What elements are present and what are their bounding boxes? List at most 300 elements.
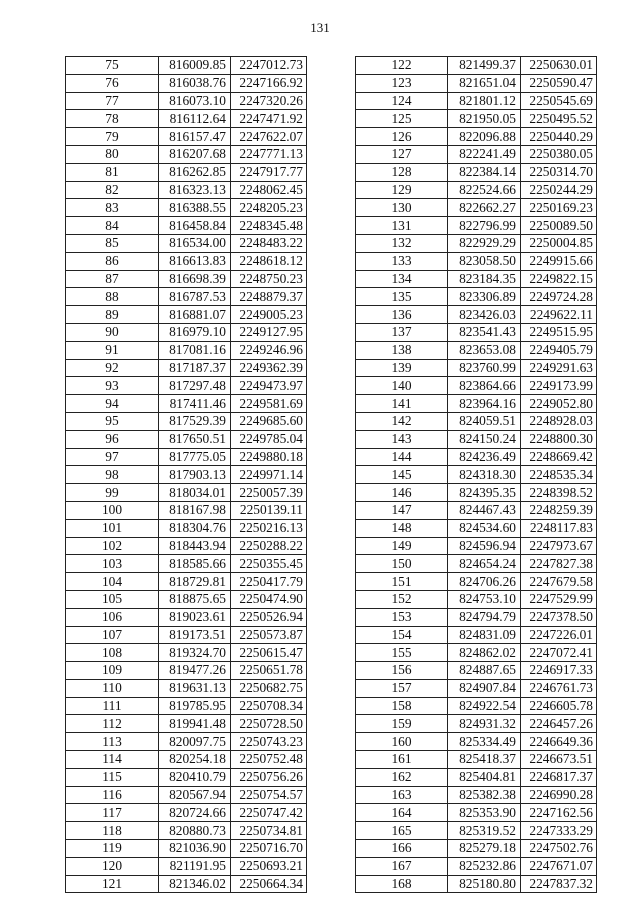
y-coordinate-cell: 2249052.80 [521, 395, 597, 413]
point-number-cell: 141 [356, 395, 448, 413]
x-coordinate-cell: 816787.53 [159, 288, 231, 306]
point-number-cell: 134 [356, 270, 448, 288]
table-row [356, 252, 597, 270]
point-number-cell: 144 [356, 448, 448, 466]
y-coordinate-cell: 2250651.78 [231, 662, 307, 680]
table-row [356, 92, 597, 110]
y-coordinate-cell: 2249915.66 [521, 252, 597, 270]
x-coordinate-cell: 821036.90 [159, 840, 231, 858]
point-number-cell: 103 [66, 555, 159, 573]
y-coordinate-cell: 2248062.45 [231, 181, 307, 199]
x-coordinate-cell: 825334.49 [448, 733, 521, 751]
point-number-cell: 75 [66, 57, 159, 75]
table-row [356, 484, 597, 502]
table-row [356, 715, 597, 733]
y-coordinate-cell: 2250004.85 [521, 234, 597, 252]
table-row [356, 626, 597, 644]
y-coordinate-cell: 2247771.13 [231, 145, 307, 163]
y-coordinate-cell: 2247471.92 [231, 110, 307, 128]
point-number-cell: 142 [356, 412, 448, 430]
x-coordinate-cell: 817081.16 [159, 341, 231, 359]
point-number-cell: 137 [356, 323, 448, 341]
y-coordinate-cell: 2250708.34 [231, 697, 307, 715]
y-coordinate-cell: 2250752.48 [231, 751, 307, 769]
y-coordinate-cell: 2246649.36 [521, 733, 597, 751]
x-coordinate-cell: 822524.66 [448, 181, 521, 199]
x-coordinate-cell: 824236.49 [448, 448, 521, 466]
point-number-cell: 157 [356, 679, 448, 697]
table-row [356, 751, 597, 769]
x-coordinate-cell: 820410.79 [159, 768, 231, 786]
x-coordinate-cell: 817529.39 [159, 412, 231, 430]
table-row [66, 644, 307, 662]
x-coordinate-cell: 821346.02 [159, 875, 231, 893]
y-coordinate-cell: 2247622.07 [231, 128, 307, 146]
x-coordinate-cell: 821801.12 [448, 92, 521, 110]
table-row [356, 768, 597, 786]
y-coordinate-cell: 2248618.12 [231, 252, 307, 270]
point-number-cell: 125 [356, 110, 448, 128]
y-coordinate-cell: 2249515.95 [521, 323, 597, 341]
x-coordinate-cell: 818443.94 [159, 537, 231, 555]
table-row [356, 697, 597, 715]
table-row [66, 733, 307, 751]
table-row [66, 110, 307, 128]
table-row [66, 662, 307, 680]
table-row [66, 804, 307, 822]
x-coordinate-cell: 824862.02 [448, 644, 521, 662]
point-number-cell: 159 [356, 715, 448, 733]
table-row [356, 590, 597, 608]
y-coordinate-cell: 2248483.22 [231, 234, 307, 252]
x-coordinate-cell: 818585.66 [159, 555, 231, 573]
x-coordinate-cell: 822241.49 [448, 145, 521, 163]
table-row [66, 199, 307, 217]
table-row [356, 573, 597, 591]
y-coordinate-cell: 2247502.76 [521, 840, 597, 858]
x-coordinate-cell: 819941.48 [159, 715, 231, 733]
y-coordinate-cell: 2248928.03 [521, 412, 597, 430]
point-number-cell: 113 [66, 733, 159, 751]
point-number-cell: 87 [66, 270, 159, 288]
x-coordinate-cell: 823864.66 [448, 377, 521, 395]
table-row [66, 768, 307, 786]
y-coordinate-cell: 2249473.97 [231, 377, 307, 395]
table-row [356, 412, 597, 430]
y-coordinate-cell: 2250474.90 [231, 590, 307, 608]
x-coordinate-cell: 825232.86 [448, 857, 521, 875]
point-number-cell: 77 [66, 92, 159, 110]
x-coordinate-cell: 823426.03 [448, 306, 521, 324]
y-coordinate-cell: 2250495.52 [521, 110, 597, 128]
x-coordinate-cell: 824794.79 [448, 608, 521, 626]
point-number-cell: 160 [356, 733, 448, 751]
table-row [66, 145, 307, 163]
x-coordinate-cell: 825180.80 [448, 875, 521, 893]
table-row [66, 679, 307, 697]
y-coordinate-cell: 2246457.26 [521, 715, 597, 733]
x-coordinate-cell: 819173.51 [159, 626, 231, 644]
point-number-cell: 93 [66, 377, 159, 395]
table-row [66, 537, 307, 555]
x-coordinate-cell: 825279.18 [448, 840, 521, 858]
table-row [66, 840, 307, 858]
point-number-cell: 155 [356, 644, 448, 662]
point-number-cell: 129 [356, 181, 448, 199]
point-number-cell: 143 [356, 430, 448, 448]
page-number: 131 [310, 20, 330, 35]
table-row [66, 57, 307, 75]
x-coordinate-cell: 818729.81 [159, 573, 231, 591]
y-coordinate-cell: 2249785.04 [231, 430, 307, 448]
table-row [66, 74, 307, 92]
table-row [66, 377, 307, 395]
point-number-cell: 140 [356, 377, 448, 395]
y-coordinate-cell: 2247837.32 [521, 875, 597, 893]
x-coordinate-cell: 820880.73 [159, 822, 231, 840]
x-coordinate-cell: 823058.50 [448, 252, 521, 270]
table-row [66, 341, 307, 359]
point-number-cell: 76 [66, 74, 159, 92]
x-coordinate-cell: 816979.10 [159, 323, 231, 341]
point-number-cell: 161 [356, 751, 448, 769]
y-coordinate-cell: 2250417.79 [231, 573, 307, 591]
table-row [356, 217, 597, 235]
x-coordinate-cell: 816157.47 [159, 128, 231, 146]
point-number-cell: 80 [66, 145, 159, 163]
y-coordinate-cell: 2250139.11 [231, 501, 307, 519]
y-coordinate-cell: 2250756.26 [231, 768, 307, 786]
point-number-cell: 90 [66, 323, 159, 341]
point-number-cell: 92 [66, 359, 159, 377]
y-coordinate-cell: 2250314.70 [521, 163, 597, 181]
y-coordinate-cell: 2246917.33 [521, 662, 597, 680]
table-row [356, 875, 597, 893]
y-coordinate-cell: 2250380.05 [521, 145, 597, 163]
point-number-cell: 100 [66, 501, 159, 519]
x-coordinate-cell: 816613.83 [159, 252, 231, 270]
y-coordinate-cell: 2250682.75 [231, 679, 307, 697]
y-coordinate-cell: 2248345.48 [231, 217, 307, 235]
point-number-cell: 96 [66, 430, 159, 448]
y-coordinate-cell: 2247226.01 [521, 626, 597, 644]
point-number-cell: 164 [356, 804, 448, 822]
x-coordinate-cell: 824753.10 [448, 590, 521, 608]
y-coordinate-cell: 2250615.47 [231, 644, 307, 662]
y-coordinate-cell: 2249362.39 [231, 359, 307, 377]
table-row [356, 234, 597, 252]
table-row [356, 804, 597, 822]
y-coordinate-cell: 2249685.60 [231, 412, 307, 430]
table-row [356, 840, 597, 858]
table-row [356, 163, 597, 181]
point-number-cell: 101 [66, 519, 159, 537]
table-row [356, 519, 597, 537]
x-coordinate-cell: 819023.61 [159, 608, 231, 626]
y-coordinate-cell: 2250169.23 [521, 199, 597, 217]
y-coordinate-cell: 2250590.47 [521, 74, 597, 92]
x-coordinate-cell: 824907.84 [448, 679, 521, 697]
point-number-cell: 98 [66, 466, 159, 484]
point-number-cell: 158 [356, 697, 448, 715]
table-row [356, 662, 597, 680]
point-number-cell: 124 [356, 92, 448, 110]
x-coordinate-cell: 825404.81 [448, 768, 521, 786]
point-number-cell: 146 [356, 484, 448, 502]
y-coordinate-cell: 2249173.99 [521, 377, 597, 395]
y-coordinate-cell: 2247529.99 [521, 590, 597, 608]
table-row [66, 501, 307, 519]
x-coordinate-cell: 820254.18 [159, 751, 231, 769]
y-coordinate-cell: 2247378.50 [521, 608, 597, 626]
table-row [356, 74, 597, 92]
point-number-cell: 79 [66, 128, 159, 146]
point-number-cell: 149 [356, 537, 448, 555]
point-number-cell: 82 [66, 181, 159, 199]
table-row [66, 217, 307, 235]
y-coordinate-cell: 2247973.67 [521, 537, 597, 555]
x-coordinate-cell: 821651.04 [448, 74, 521, 92]
table-row [356, 501, 597, 519]
x-coordinate-cell: 816698.39 [159, 270, 231, 288]
table-row [66, 555, 307, 573]
point-number-cell: 81 [66, 163, 159, 181]
y-coordinate-cell: 2246817.37 [521, 768, 597, 786]
y-coordinate-cell: 2249880.18 [231, 448, 307, 466]
x-coordinate-cell: 825353.90 [448, 804, 521, 822]
point-number-cell: 112 [66, 715, 159, 733]
x-coordinate-cell: 822662.27 [448, 199, 521, 217]
point-number-cell: 108 [66, 644, 159, 662]
y-coordinate-cell: 2246761.73 [521, 679, 597, 697]
table-row [356, 679, 597, 697]
point-number-cell: 118 [66, 822, 159, 840]
point-number-cell: 106 [66, 608, 159, 626]
x-coordinate-cell: 820097.75 [159, 733, 231, 751]
table-row [66, 466, 307, 484]
table-row [66, 751, 307, 769]
x-coordinate-cell: 817775.05 [159, 448, 231, 466]
x-coordinate-cell: 824059.51 [448, 412, 521, 430]
x-coordinate-cell: 816458.84 [159, 217, 231, 235]
point-number-cell: 120 [66, 857, 159, 875]
point-number-cell: 150 [356, 555, 448, 573]
x-coordinate-cell: 824887.65 [448, 662, 521, 680]
table-row [66, 519, 307, 537]
table-row [356, 270, 597, 288]
point-number-cell: 166 [356, 840, 448, 858]
table-row [66, 128, 307, 146]
point-number-cell: 133 [356, 252, 448, 270]
table-row [66, 590, 307, 608]
table-row [66, 430, 307, 448]
point-number-cell: 163 [356, 786, 448, 804]
x-coordinate-cell: 816262.85 [159, 163, 231, 181]
y-coordinate-cell: 2248398.52 [521, 484, 597, 502]
table-row [66, 395, 307, 413]
y-coordinate-cell: 2248750.23 [231, 270, 307, 288]
table-row [356, 145, 597, 163]
y-coordinate-cell: 2250664.34 [231, 875, 307, 893]
x-coordinate-cell: 818875.65 [159, 590, 231, 608]
table-row [356, 644, 597, 662]
y-coordinate-cell: 2248879.37 [231, 288, 307, 306]
point-number-cell: 102 [66, 537, 159, 555]
y-coordinate-cell: 2247917.77 [231, 163, 307, 181]
x-coordinate-cell: 817187.37 [159, 359, 231, 377]
table-row [66, 484, 307, 502]
y-coordinate-cell: 2249971.14 [231, 466, 307, 484]
table-row [356, 288, 597, 306]
point-number-cell: 138 [356, 341, 448, 359]
point-number-cell: 99 [66, 484, 159, 502]
point-number-cell: 167 [356, 857, 448, 875]
x-coordinate-cell: 817650.51 [159, 430, 231, 448]
table-row [66, 306, 307, 324]
x-coordinate-cell: 824831.09 [448, 626, 521, 644]
point-number-cell: 122 [356, 57, 448, 75]
y-coordinate-cell: 2247320.26 [231, 92, 307, 110]
x-coordinate-cell: 824706.26 [448, 573, 521, 591]
y-coordinate-cell: 2250288.22 [231, 537, 307, 555]
point-number-cell: 168 [356, 875, 448, 893]
y-coordinate-cell: 2249822.15 [521, 270, 597, 288]
table-row [356, 199, 597, 217]
x-coordinate-cell: 822796.99 [448, 217, 521, 235]
y-coordinate-cell: 2250693.21 [231, 857, 307, 875]
x-coordinate-cell: 825382.38 [448, 786, 521, 804]
y-coordinate-cell: 2247012.73 [231, 57, 307, 75]
y-coordinate-cell: 2248800.30 [521, 430, 597, 448]
table-row [66, 323, 307, 341]
point-number-cell: 154 [356, 626, 448, 644]
point-number-cell: 153 [356, 608, 448, 626]
coordinates-table-right [355, 56, 597, 893]
point-number-cell: 121 [66, 875, 159, 893]
x-coordinate-cell: 823184.35 [448, 270, 521, 288]
point-number-cell: 132 [356, 234, 448, 252]
point-number-cell: 94 [66, 395, 159, 413]
x-coordinate-cell: 816038.76 [159, 74, 231, 92]
table-row [356, 608, 597, 626]
table-row [66, 573, 307, 591]
x-coordinate-cell: 821191.95 [159, 857, 231, 875]
y-coordinate-cell: 2249246.96 [231, 341, 307, 359]
y-coordinate-cell: 2247671.07 [521, 857, 597, 875]
table-row [356, 822, 597, 840]
point-number-cell: 148 [356, 519, 448, 537]
table-row [356, 555, 597, 573]
point-number-cell: 111 [66, 697, 159, 715]
x-coordinate-cell: 824395.35 [448, 484, 521, 502]
y-coordinate-cell: 2250216.13 [231, 519, 307, 537]
y-coordinate-cell: 2250057.39 [231, 484, 307, 502]
x-coordinate-cell: 825319.52 [448, 822, 521, 840]
y-coordinate-cell: 2248669.42 [521, 448, 597, 466]
x-coordinate-cell: 819477.26 [159, 662, 231, 680]
point-number-cell: 123 [356, 74, 448, 92]
y-coordinate-cell: 2250573.87 [231, 626, 307, 644]
table-row [356, 466, 597, 484]
table-row [356, 537, 597, 555]
x-coordinate-cell: 820567.94 [159, 786, 231, 804]
point-number-cell: 128 [356, 163, 448, 181]
y-coordinate-cell: 2250754.57 [231, 786, 307, 804]
x-coordinate-cell: 823964.16 [448, 395, 521, 413]
y-coordinate-cell: 2246990.28 [521, 786, 597, 804]
x-coordinate-cell: 816009.85 [159, 57, 231, 75]
x-coordinate-cell: 817411.46 [159, 395, 231, 413]
point-number-cell: 135 [356, 288, 448, 306]
x-coordinate-cell: 816388.55 [159, 199, 231, 217]
point-number-cell: 89 [66, 306, 159, 324]
x-coordinate-cell: 816323.13 [159, 181, 231, 199]
y-coordinate-cell: 2250743.23 [231, 733, 307, 751]
x-coordinate-cell: 816073.10 [159, 92, 231, 110]
table-row [66, 252, 307, 270]
point-number-cell: 116 [66, 786, 159, 804]
point-number-cell: 88 [66, 288, 159, 306]
y-coordinate-cell: 2250716.70 [231, 840, 307, 858]
table-row [356, 786, 597, 804]
x-coordinate-cell: 824150.24 [448, 430, 521, 448]
point-number-cell: 165 [356, 822, 448, 840]
y-coordinate-cell: 2249127.95 [231, 323, 307, 341]
x-coordinate-cell: 821499.37 [448, 57, 521, 75]
y-coordinate-cell: 2250089.50 [521, 217, 597, 235]
table-row [66, 234, 307, 252]
x-coordinate-cell: 822384.14 [448, 163, 521, 181]
table-row [66, 181, 307, 199]
x-coordinate-cell: 819785.95 [159, 697, 231, 715]
point-number-cell: 126 [356, 128, 448, 146]
point-number-cell: 97 [66, 448, 159, 466]
y-coordinate-cell: 2249622.11 [521, 306, 597, 324]
point-number-cell: 130 [356, 199, 448, 217]
table-row [356, 323, 597, 341]
table-row [66, 288, 307, 306]
x-coordinate-cell: 821950.05 [448, 110, 521, 128]
point-number-cell: 119 [66, 840, 159, 858]
y-coordinate-cell: 2250355.45 [231, 555, 307, 573]
table-row [356, 395, 597, 413]
y-coordinate-cell: 2250545.69 [521, 92, 597, 110]
table-row [66, 448, 307, 466]
point-number-cell: 115 [66, 768, 159, 786]
y-coordinate-cell: 2248205.23 [231, 199, 307, 217]
point-number-cell: 152 [356, 590, 448, 608]
y-coordinate-cell: 2247827.38 [521, 555, 597, 573]
table-row [356, 128, 597, 146]
x-coordinate-cell: 824467.43 [448, 501, 521, 519]
y-coordinate-cell: 2250440.29 [521, 128, 597, 146]
point-number-cell: 95 [66, 412, 159, 430]
x-coordinate-cell: 824534.60 [448, 519, 521, 537]
x-coordinate-cell: 818304.76 [159, 519, 231, 537]
y-coordinate-cell: 2250728.50 [231, 715, 307, 733]
table-row [356, 377, 597, 395]
coordinates-table-left [65, 56, 307, 893]
x-coordinate-cell: 824931.32 [448, 715, 521, 733]
y-coordinate-cell: 2249724.28 [521, 288, 597, 306]
x-coordinate-cell: 818167.98 [159, 501, 231, 519]
table-row [66, 359, 307, 377]
point-number-cell: 117 [66, 804, 159, 822]
point-number-cell: 107 [66, 626, 159, 644]
y-coordinate-cell: 2249405.79 [521, 341, 597, 359]
y-coordinate-cell: 2248535.34 [521, 466, 597, 484]
point-number-cell: 109 [66, 662, 159, 680]
